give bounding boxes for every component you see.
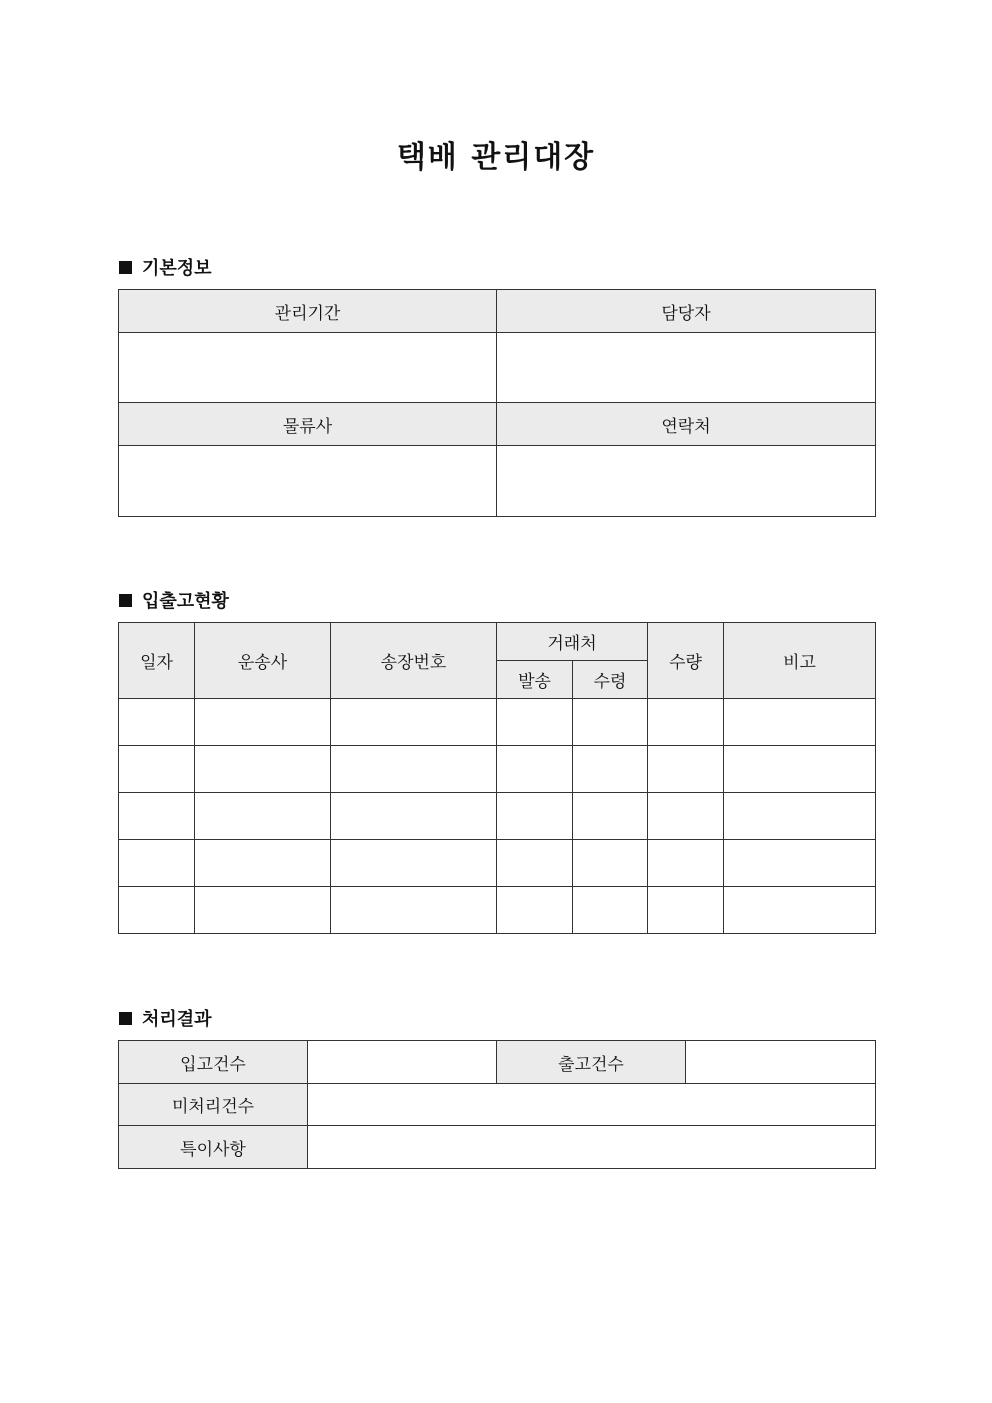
cell-carrier[interactable] (195, 840, 331, 887)
col-send: 발송 (497, 661, 573, 699)
col-carrier: 운송사 (195, 623, 331, 699)
cell-quantity[interactable] (648, 699, 724, 746)
cell-receive[interactable] (573, 840, 648, 887)
period-field[interactable] (119, 333, 497, 403)
cell-note[interactable] (724, 699, 876, 746)
col-invoice: 송장번호 (331, 623, 497, 699)
logistics-field[interactable] (119, 446, 497, 517)
contact-field[interactable] (497, 446, 876, 517)
remarks-field[interactable] (308, 1126, 876, 1169)
label-manager: 담당자 (497, 290, 876, 333)
cell-invoice[interactable] (331, 840, 497, 887)
col-note: 비고 (724, 623, 876, 699)
cell-note[interactable] (724, 793, 876, 840)
basic-info-table (118, 289, 876, 517)
cell-receive[interactable] (573, 887, 648, 934)
table-row (119, 840, 876, 887)
section-heading-basic (119, 254, 212, 280)
cell-send[interactable] (497, 793, 573, 840)
cell-invoice[interactable] (331, 887, 497, 934)
table-row (119, 887, 876, 934)
cell-carrier[interactable] (195, 793, 331, 840)
section-heading-label: 기본정보 (142, 258, 212, 279)
cell-date[interactable] (119, 699, 195, 746)
table-row (119, 746, 876, 793)
cell-date[interactable] (119, 746, 195, 793)
page-title: 택배 관리대장 (396, 140, 596, 175)
cell-receive[interactable] (573, 793, 648, 840)
square-bullet-icon (119, 1012, 132, 1025)
cell-send[interactable] (497, 840, 573, 887)
cell-date[interactable] (119, 793, 195, 840)
cell-send[interactable] (497, 887, 573, 934)
pending-count-field[interactable] (308, 1084, 876, 1126)
section-heading-label: 처리결과 (142, 1009, 212, 1030)
cell-send[interactable] (497, 699, 573, 746)
cell-receive[interactable] (573, 746, 648, 793)
col-receive: 수령 (573, 661, 648, 699)
cell-note[interactable] (724, 840, 876, 887)
in-count-field[interactable] (308, 1041, 497, 1084)
label-pending-count: 미처리건수 (119, 1084, 308, 1126)
section-heading-inout (119, 587, 229, 613)
square-bullet-icon (119, 594, 132, 607)
table-row (119, 793, 876, 840)
cell-date[interactable] (119, 887, 195, 934)
section-heading-result (119, 1005, 212, 1031)
cell-note[interactable] (724, 887, 876, 934)
out-count-field[interactable] (686, 1041, 876, 1084)
cell-carrier[interactable] (195, 699, 331, 746)
cell-carrier[interactable] (195, 746, 331, 793)
cell-receive[interactable] (573, 699, 648, 746)
cell-quantity[interactable] (648, 746, 724, 793)
cell-send[interactable] (497, 746, 573, 793)
col-date: 일자 (119, 623, 195, 699)
cell-date[interactable] (119, 840, 195, 887)
cell-invoice[interactable] (331, 793, 497, 840)
cell-note[interactable] (724, 746, 876, 793)
cell-carrier[interactable] (195, 887, 331, 934)
col-quantity: 수량 (648, 623, 724, 699)
inout-table (118, 622, 876, 934)
label-period: 관리기간 (119, 290, 497, 333)
label-out-count: 출고건수 (497, 1041, 686, 1084)
cell-quantity[interactable] (648, 887, 724, 934)
result-table (118, 1040, 876, 1169)
label-contact: 연락처 (497, 403, 876, 446)
cell-invoice[interactable] (331, 699, 497, 746)
section-heading-label: 입출고현황 (142, 591, 229, 612)
col-partner: 거래처 (497, 623, 648, 661)
square-bullet-icon (119, 261, 132, 274)
label-logistics: 물류사 (119, 403, 497, 446)
cell-invoice[interactable] (331, 746, 497, 793)
table-row (119, 699, 876, 746)
manager-field[interactable] (497, 333, 876, 403)
label-in-count: 입고건수 (119, 1041, 308, 1084)
cell-quantity[interactable] (648, 840, 724, 887)
label-remarks: 특이사항 (119, 1126, 308, 1169)
cell-quantity[interactable] (648, 793, 724, 840)
